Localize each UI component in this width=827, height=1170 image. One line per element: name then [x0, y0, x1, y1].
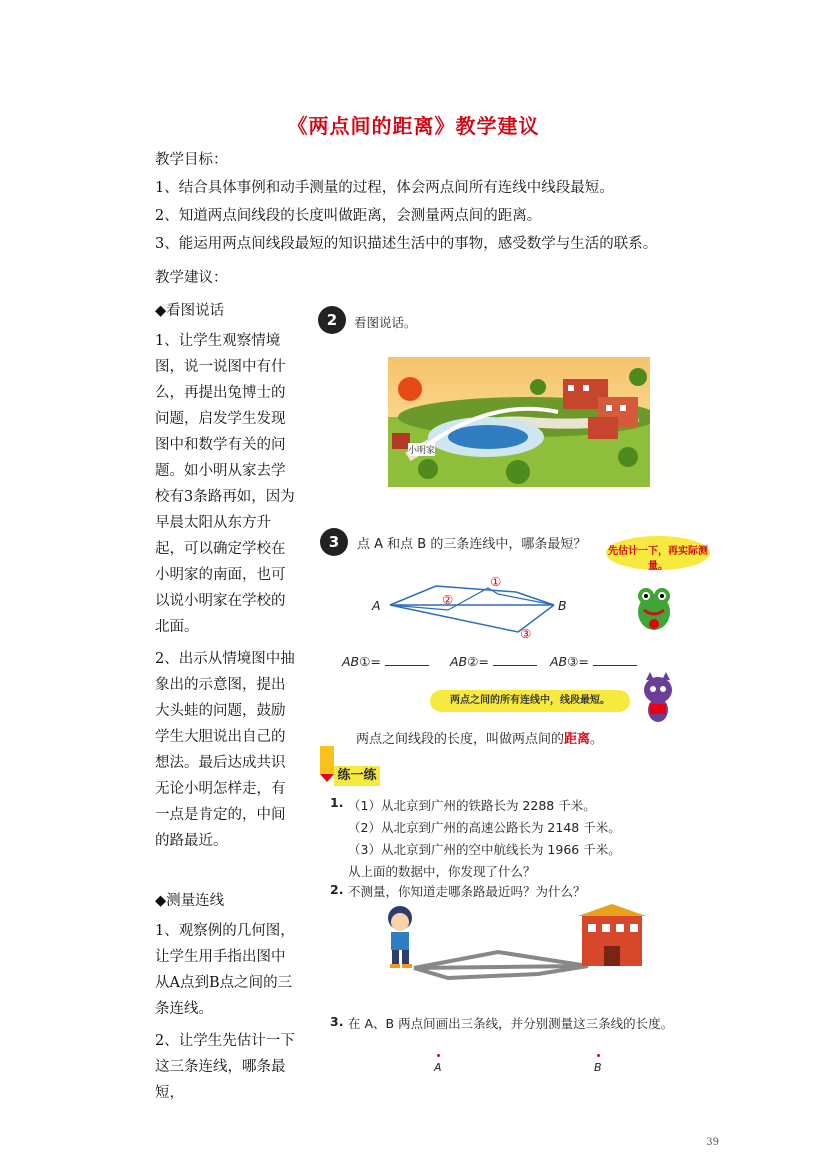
- goal-item-1: 1、结合具体事例和动手测量的过程，体会两点间所有连线中线段最短。: [155, 180, 614, 196]
- line-label-3: ③: [520, 626, 532, 641]
- section-measure-lines: [155, 888, 295, 1106]
- boy-icon: [388, 906, 412, 968]
- question-2-badge: 2: [318, 306, 346, 334]
- suggestions-heading: 教学建议：: [155, 270, 228, 286]
- line-label-2: ②: [442, 592, 454, 607]
- home-label: 小明家: [408, 443, 435, 456]
- ab-2-text: AB②=: [450, 654, 489, 669]
- practice-label: 练一练: [334, 766, 380, 786]
- point-b-dot: [597, 1054, 600, 1057]
- page-number: 39: [706, 1137, 719, 1148]
- line-label-1: ①: [490, 574, 502, 589]
- ab-3-label: [550, 654, 637, 669]
- exercise-2-text: 不测量，你知道走哪条路最近吗？为什么？: [348, 884, 586, 899]
- question-2-text: 看图说话。: [354, 315, 417, 330]
- ab-1-blank: [385, 665, 429, 666]
- definition-prefix: 两点之间线段的长度，叫做两点间的: [356, 732, 565, 747]
- three-lines-diagram: [368, 570, 578, 645]
- exercise-1-line-3: （3）从北京到广州的空中航线长为 1966 千米。: [348, 842, 621, 857]
- section2-paragraph-2: 2、让学生先估计一下这三条连线，哪条最短，: [155, 1033, 295, 1101]
- goals-heading: 教学目标：: [155, 152, 228, 168]
- exercise-3-text: 在 A、B 两点间画出三条线，并分别测量这三条线的长度。: [348, 1016, 674, 1031]
- exercise-1: [348, 795, 621, 883]
- ab-3-blank: [593, 665, 637, 666]
- exercise-2-illustration: [378, 900, 648, 980]
- definition-suffix: 。: [590, 732, 604, 747]
- exercise-3-point-b: B: [594, 1061, 602, 1074]
- distance-definition: [356, 728, 603, 747]
- scene-illustration: [388, 357, 650, 487]
- definition-key-term: 距离: [564, 732, 591, 747]
- exercise-1-line-2: （2）从北京到广州的高速公路长为 2148 千米。: [348, 820, 621, 835]
- section1-paragraph-2: 2、出示从情境图中抽象出的示意图，提出大头蛙的问题，鼓励学生大胆说出自己的想法。最后达成共识无论小明怎样走，有一点是肯定的，中间的路最近。: [155, 651, 295, 849]
- scene-map-image: [388, 357, 650, 487]
- section1-paragraph-1: 1、让学生观察情境图，说一说图中有什么，再提出兔博士的问题，启发学生发现图中和数学有关的问题。如小明从家去学校有3条路再如，因为早晨太阳从东方升起，可以确定学校在小明家的南面，也可以说小明家在学校的北面。: [155, 333, 295, 635]
- sun-icon: [398, 377, 422, 401]
- point-b-label: B: [558, 598, 567, 613]
- question-3-text: 点 A 和点 B 的三条连线中，哪条最短？: [357, 537, 587, 552]
- school-icon: [578, 904, 646, 966]
- section-look-and-talk: [155, 298, 295, 854]
- exercise-1-line-4: 从上面的数据中，你发现了什么？: [348, 864, 536, 879]
- ab-2-label: [450, 654, 537, 669]
- exercise-1-num: 1.: [330, 795, 344, 810]
- exercise-3-point-a: A: [434, 1061, 442, 1074]
- exercise-3-num: 3.: [330, 1014, 344, 1029]
- section1-heading: ◆看图说话: [155, 303, 225, 319]
- exercise-2-num: 2.: [330, 882, 344, 897]
- page-title: 《两点间的距离》教学建议: [287, 114, 540, 138]
- goal-item-2: 2、知道两点间线段的长度叫做距离，会测量两点间的距离。: [155, 208, 542, 224]
- speech-bubble-estimate: 先估计一下，再实际测量。: [606, 536, 710, 570]
- section2-paragraph-1: 1、观察例的几何图，让学生用手指出图中从A点到B点之间的三条连线。: [155, 923, 295, 1017]
- exercise-1-line-1: （1）从北京到广州的铁路长为 2288 千米。: [348, 798, 596, 813]
- point-a-label: A: [372, 598, 381, 613]
- ab-3-text: AB③=: [550, 654, 589, 669]
- point-a-dot: [437, 1054, 440, 1057]
- frog-icon: [634, 582, 674, 632]
- ab-1-text: AB①=: [342, 654, 381, 669]
- ab-1-label: [342, 654, 429, 669]
- goal-item-3: 3、能运用两点间线段最短的知识描述生活中的事物，感受数学与生活的联系。: [155, 236, 658, 252]
- cat-mascot-icon: [638, 672, 678, 722]
- question-3-badge: 3: [320, 528, 348, 556]
- section2-heading: ◆测量连线: [155, 893, 225, 909]
- ab-2-blank: [493, 665, 537, 666]
- speech-bubble-shortest: 两点之间的所有连线中，线段最短。: [430, 690, 630, 712]
